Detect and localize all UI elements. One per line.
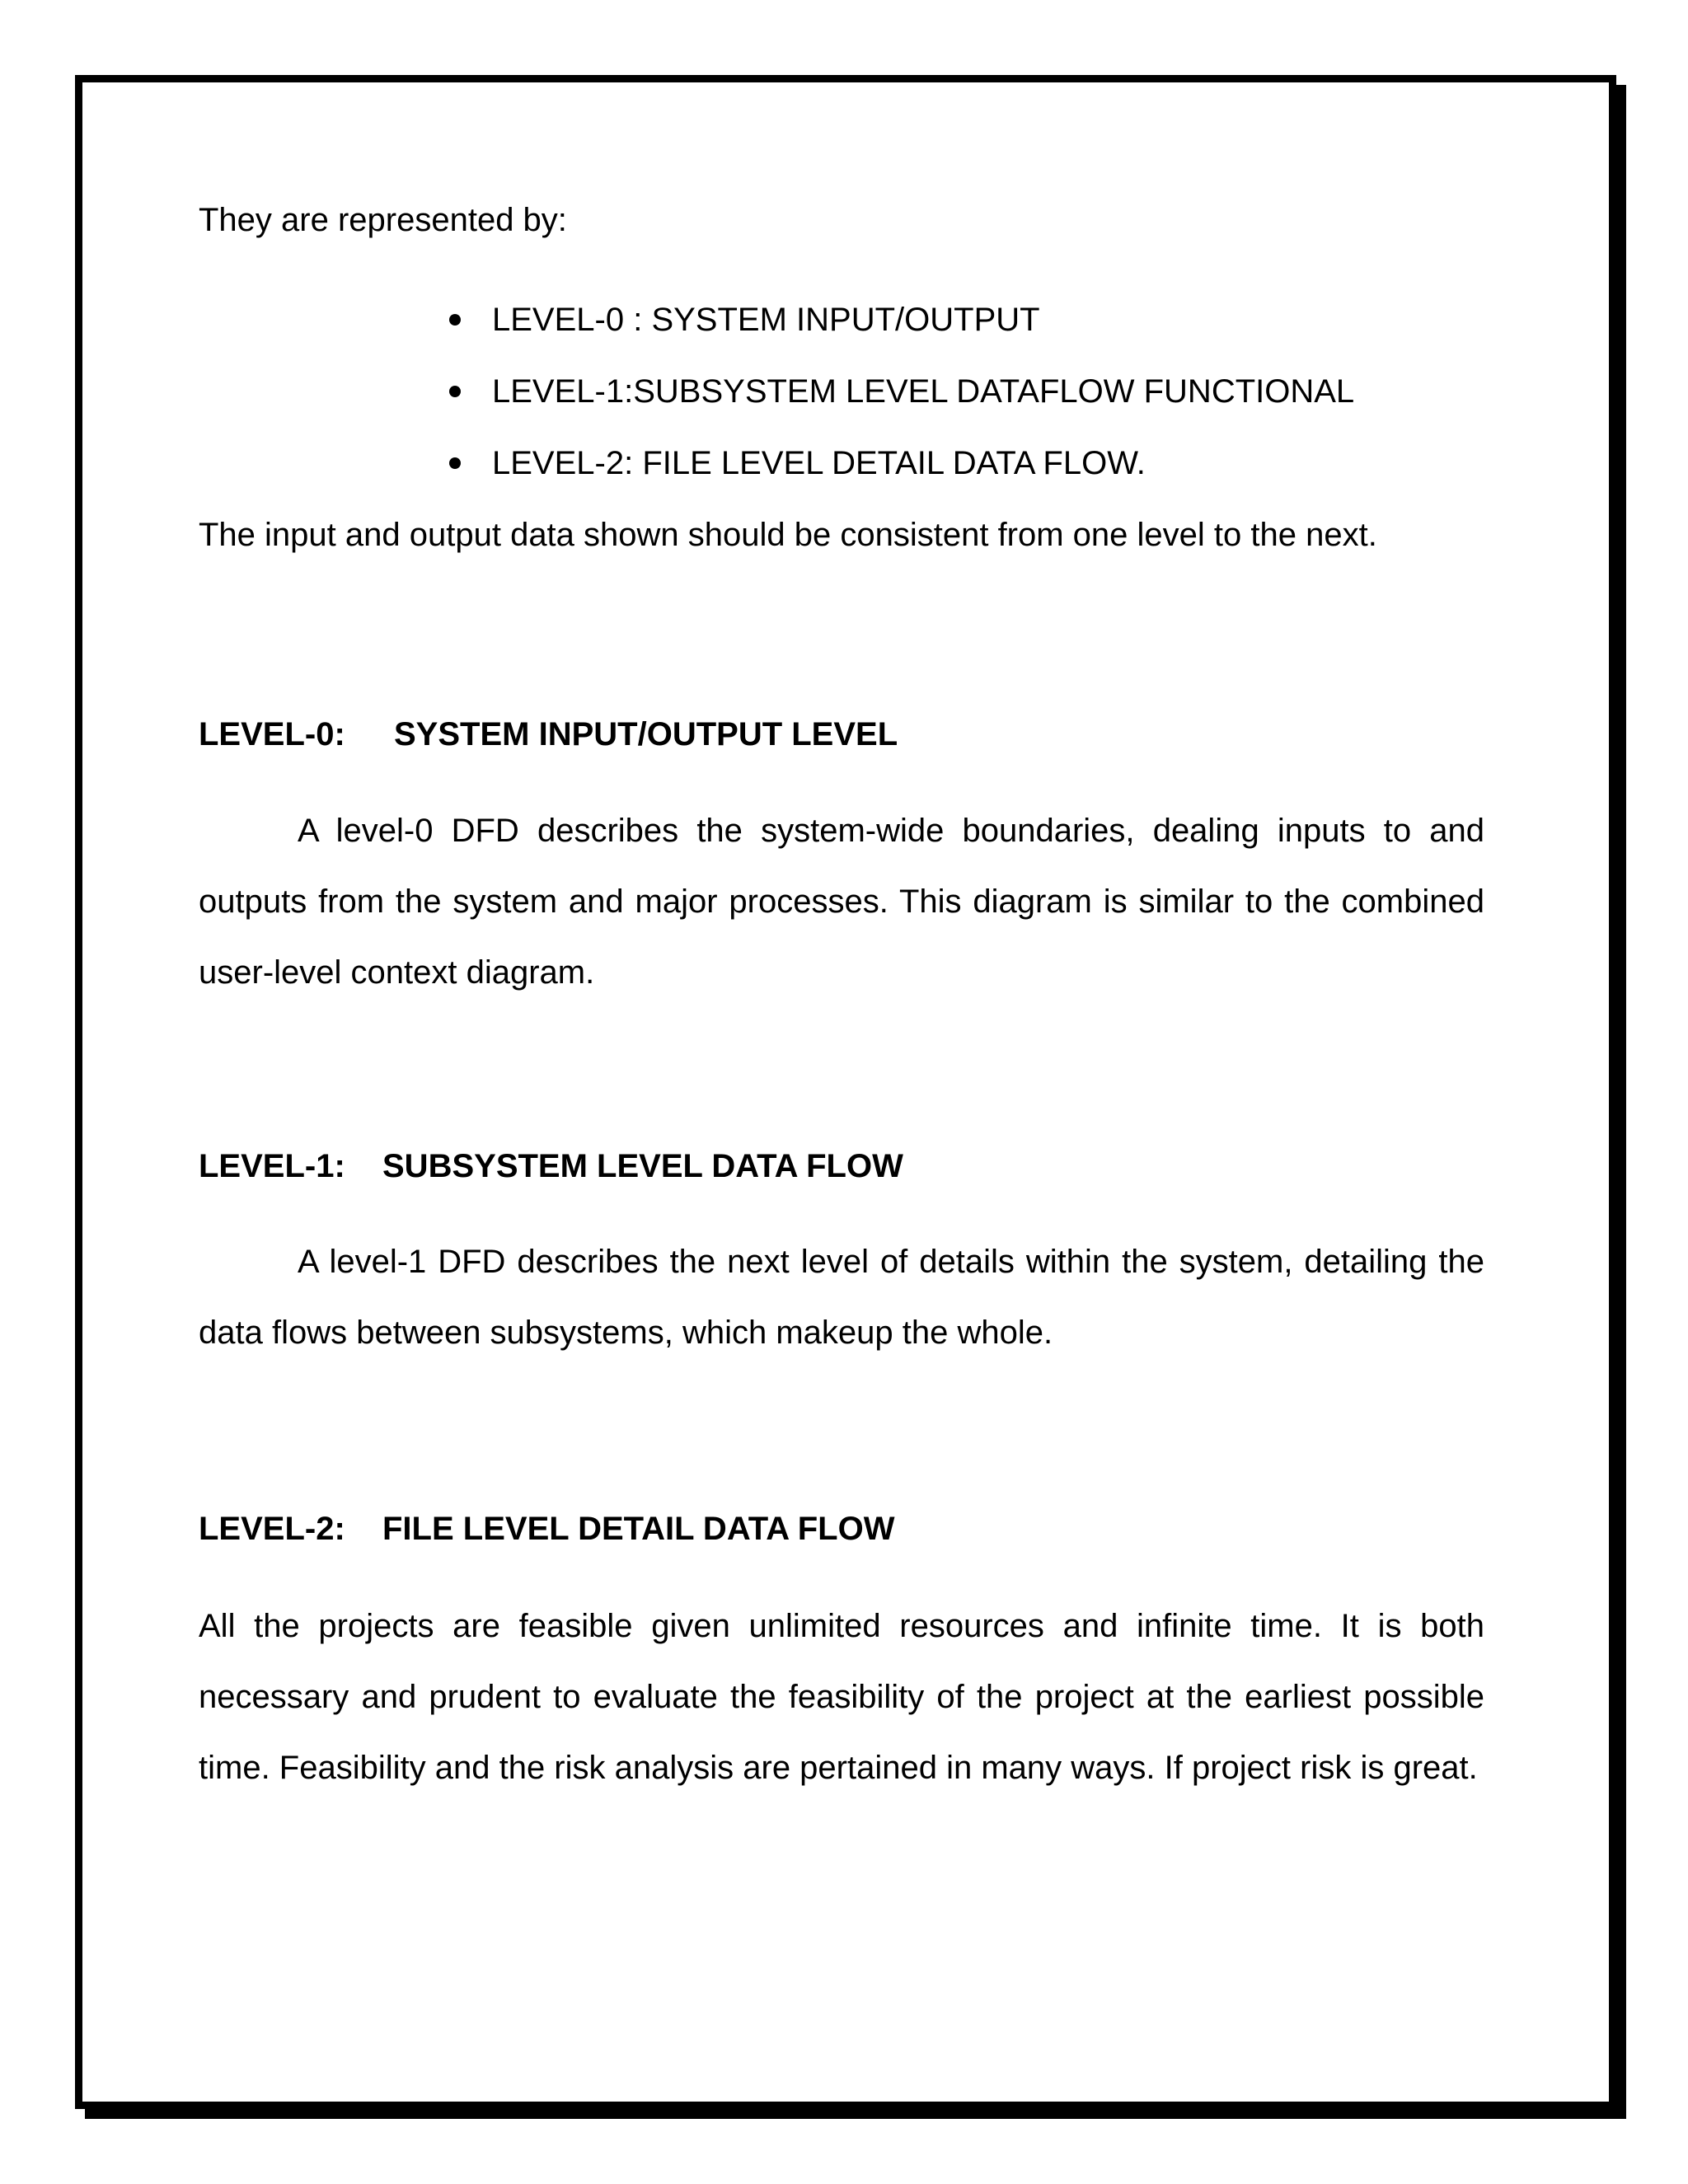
section-label: LEVEL-1:: [199, 1148, 345, 1184]
section-title: FILE LEVEL DETAIL DATA FLOW: [382, 1511, 895, 1547]
section-label: LEVEL-2:: [199, 1511, 345, 1547]
intro-note: The input and output data shown should be consistent from one level to the next.: [199, 517, 1377, 553]
bullet-icon: [449, 386, 461, 397]
list-item: [492, 356, 1354, 427]
section-heading-level-0: [199, 699, 898, 770]
section-heading-level-1: [199, 1131, 903, 1202]
section-title: SYSTEM INPUT/OUTPUT LEVEL: [394, 716, 898, 752]
section-body-text: All the projects are feasible given unlimited resources and infinite time. It is both necessary and prudent to evaluate the feasibility of the project at the earliest possible time. Feasibility and the risk analysis are pertained in many ways. If project risk is great.: [199, 1608, 1484, 1786]
section-body-level-0: [199, 795, 1484, 1008]
section-body-level-1: [199, 1226, 1484, 1368]
section-body-text: A level-1 DFD describes the next level of details within the system, detailing the data flows between subsystems, which makeup the whole.: [199, 1244, 1484, 1351]
section-body-text: A level-0 DFD describes the system-wide boundaries, dealing inputs to and outputs from the system and major processes. This diagram is similar to the combined user-level context diagram.: [199, 813, 1484, 991]
bullet-text: LEVEL-0 : SYSTEM INPUT/OUTPUT: [492, 302, 1040, 338]
section-heading-level-2: [199, 1493, 895, 1564]
intro-lead: They are represented by:: [199, 202, 567, 238]
section-label: LEVEL-0:: [199, 716, 345, 752]
list-item: [492, 428, 1146, 499]
list-item: [492, 284, 1040, 355]
bullet-icon: [449, 314, 461, 326]
bullet-text: LEVEL-1:SUBSYSTEM LEVEL DATAFLOW FUNCTIONAL: [492, 373, 1355, 410]
section-body-level-2: [199, 1591, 1484, 1803]
bullet-icon: [449, 457, 461, 469]
bullet-text: LEVEL-2: FILE LEVEL DETAIL DATA FLOW.: [492, 445, 1146, 481]
section-title: SUBSYSTEM LEVEL DATA FLOW: [382, 1148, 903, 1184]
